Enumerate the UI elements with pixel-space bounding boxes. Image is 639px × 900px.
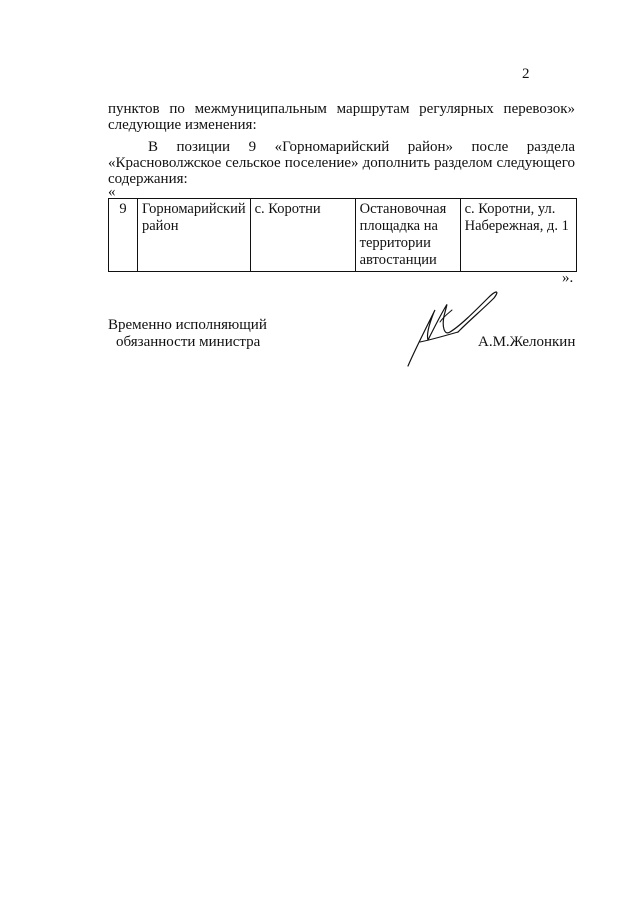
paragraph-amendment: В позиции 9 «Горномарийский район» после раздела «Красноволжское сельское поселение» дополнить разделом следующего содержания: <box>108 139 575 187</box>
inserted-section-table <box>108 198 577 272</box>
signatory-name: А.М.Желонкин <box>478 334 576 350</box>
open-quote: « <box>108 184 116 200</box>
signatory-title-line-2: обязанности министра <box>116 334 261 350</box>
table-cell-district: Горномарийский район <box>138 199 251 272</box>
handwritten-signature <box>400 286 510 370</box>
page-number: 2 <box>522 66 530 82</box>
table-row <box>109 199 577 272</box>
table-cell-number: 9 <box>109 199 138 272</box>
table-cell-address: с. Коротни, ул. Набережная, д. 1 <box>460 199 576 272</box>
signatory-title <box>108 317 267 351</box>
close-quote: ». <box>562 270 574 286</box>
table-cell-locality: с. Коротни <box>250 199 355 272</box>
paragraph-intro: пунктов по межмуниципальным маршрутам регулярных перевозок» следующие изменения: <box>108 101 575 133</box>
signatory-title-line-1: Временно исполняющий <box>108 317 267 333</box>
table-cell-stop: Остановочная площадка на территории автостанции <box>355 199 460 272</box>
